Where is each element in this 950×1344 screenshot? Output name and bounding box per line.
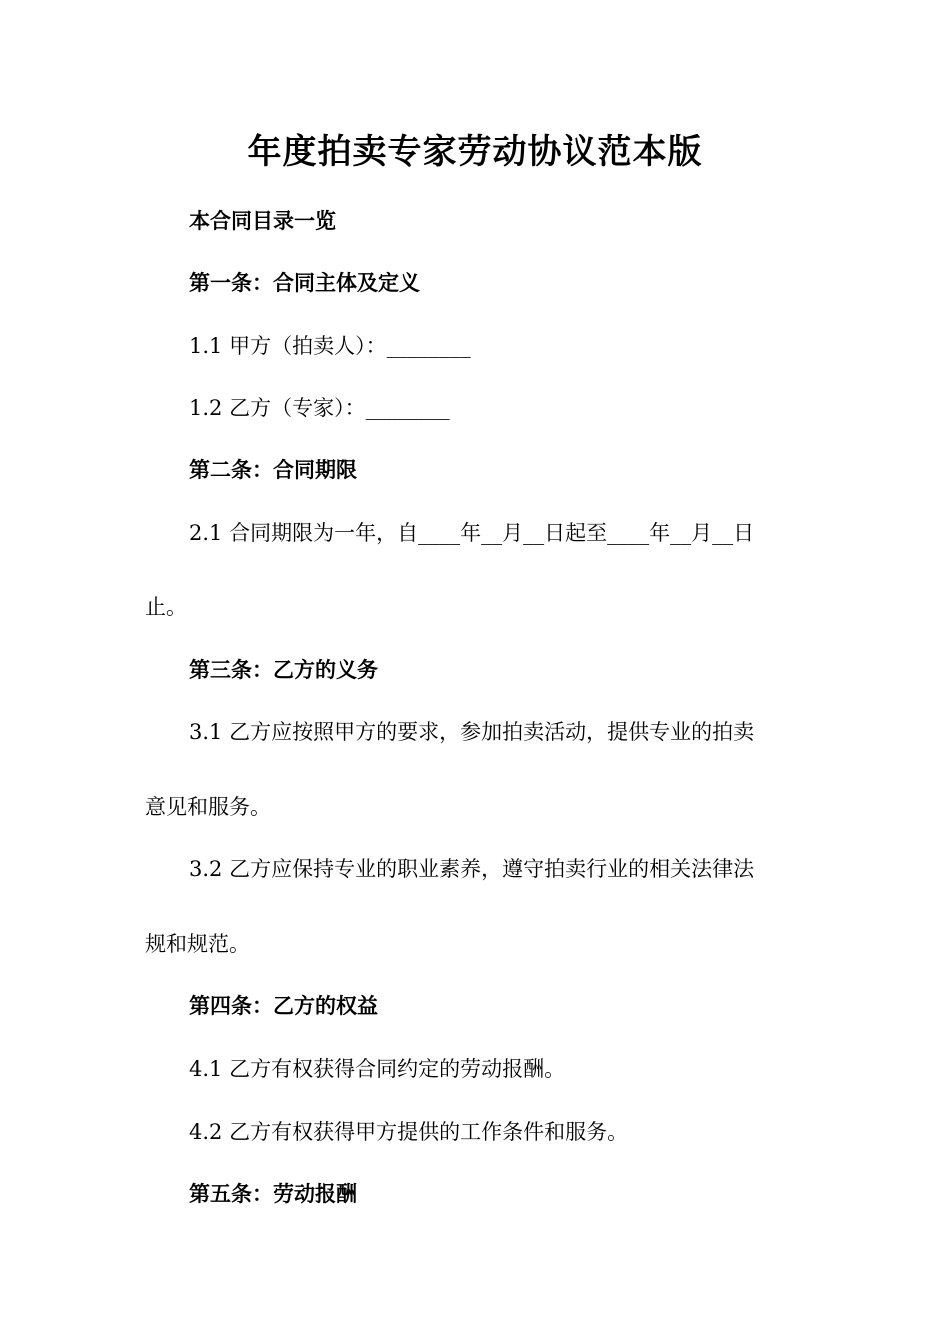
toc-heading: 本合同目录一览 bbox=[189, 209, 336, 233]
article-1-item-2: 1.2 乙方（专家）：________ bbox=[189, 396, 450, 420]
document-title: 年度拍卖专家劳动协议范本版 bbox=[247, 132, 703, 172]
article-4-item-1: 4.1 乙方有权获得合同约定的劳动报酬。 bbox=[189, 1057, 566, 1081]
article-1-item-1: 1.1 甲方（拍卖人）：________ bbox=[189, 334, 471, 358]
article-5-heading: 第五条：劳动报酬 bbox=[189, 1182, 357, 1206]
article-4-item-2: 4.2 乙方有权获得甲方提供的工作条件和服务。 bbox=[189, 1120, 629, 1144]
article-2-item-1-line-1: 2.1 合同期限为一年，自____年__月__日起至____年__月__日 bbox=[189, 521, 755, 545]
article-2-heading: 第二条：合同期限 bbox=[189, 458, 357, 482]
article-3-heading: 第三条：乙方的义务 bbox=[189, 658, 378, 682]
article-4-heading: 第四条：乙方的权益 bbox=[189, 994, 378, 1018]
article-3-item-1-line-2: 意见和服务。 bbox=[145, 795, 271, 819]
article-1-heading: 第一条：合同主体及定义 bbox=[189, 271, 420, 295]
article-3-item-1-line-1: 3.1 乙方应按照甲方的要求，参加拍卖活动，提供专业的拍卖 bbox=[189, 720, 755, 744]
article-2-item-1-line-2: 止。 bbox=[145, 595, 187, 619]
article-3-item-2-line-2: 规和规范。 bbox=[145, 932, 250, 956]
article-3-item-2-line-1: 3.2 乙方应保持专业的职业素养，遵守拍卖行业的相关法律法 bbox=[189, 857, 755, 881]
